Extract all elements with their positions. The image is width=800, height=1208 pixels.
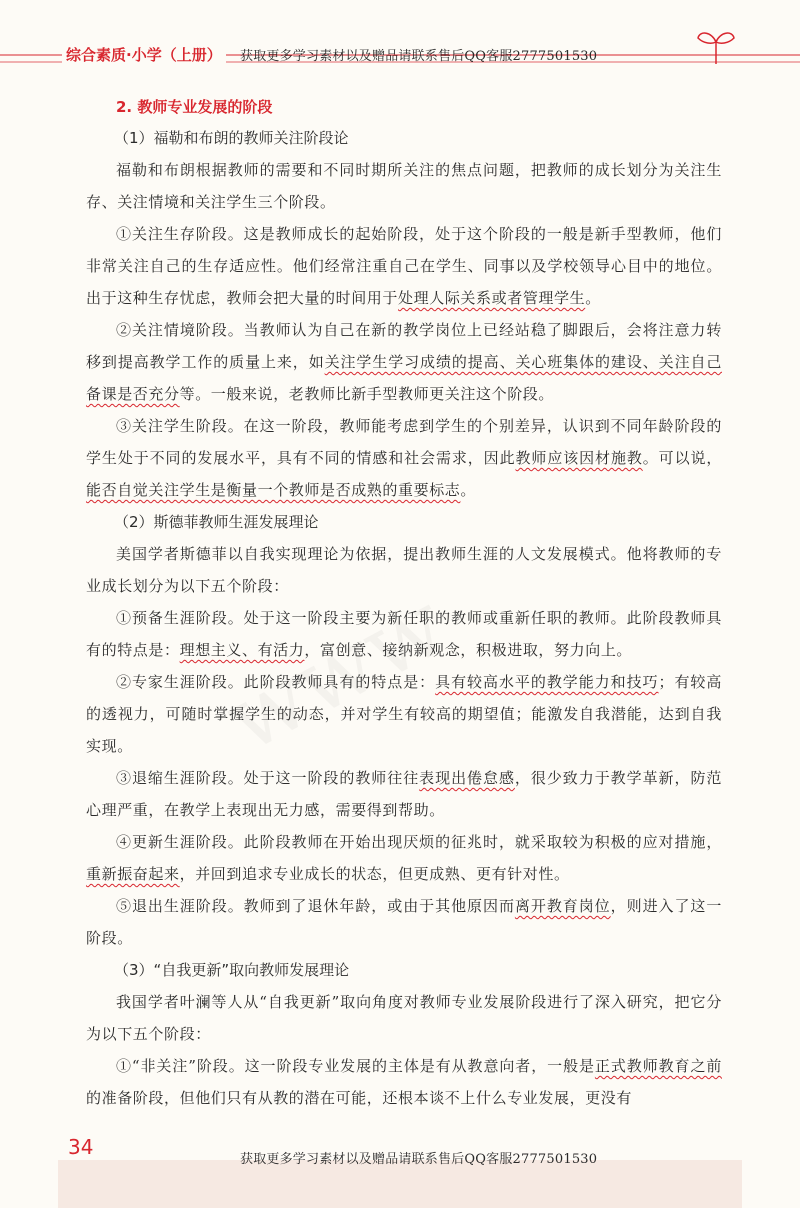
paragraph-fuller-intro: 福勒和布朗根据教师的需要和不同时期所关注的焦点问题，把教师的成长划分为关注生存、关注情境和关注学生三个阶段。	[86, 161, 722, 211]
paragraph-situation-stage: ②关注情境阶段。当教师认为自己在新的教学岗位上已经站稳了脚跟后，会将注意力转移到提高教学工作的质量上来，如关注学生学习成绩的提高、关心班集体的建设、关注自己备课是否充分等。一般来说，老教师比新手型教师更关注这个阶段。	[86, 321, 722, 403]
footer-promo-text: 获取更多学习素材以及赠品请联系售后QQ客服2777501530	[240, 1152, 598, 1167]
paragraph-student-stage: ③关注学生阶段。在这一阶段，教师能考虑到学生的个别差异，认识到不同年龄阶段的学生处于不同的发展水平，具有不同的情感和社会需求，因此教师应该因材施教。可以说，能否自觉关注学生是衡量一个教师是否成熟的重要标志。	[86, 417, 722, 499]
highlight-preparatory: 理想主义、有活力	[179, 641, 305, 659]
page-number: 34	[68, 1135, 94, 1159]
highlight-expert: 具有较高水平的教学能力和技巧	[435, 673, 659, 691]
paragraph-exit-stage: ⑤退出生涯阶段。教师到了退休年龄，或由于其他原因而离开教育岗位，则进入了这一阶段。	[86, 897, 722, 947]
footer-band	[58, 1160, 742, 1208]
paragraph-withdrawal-stage: ③退缩生涯阶段。处于这一阶段的教师往往表现出倦怠感，很少致力于教学革新，防范心理严重，在教学上表现出无力感，需要得到帮助。	[86, 769, 722, 819]
subheading-self-renewal: （3）“自我更新”取向教师发展理论	[114, 961, 350, 979]
subheading-fuller-brown: （1）福勒和布朗的教师关注阶段论	[114, 129, 349, 147]
paragraph-non-concern-stage: ①“非关注”阶段。这一阶段专业发展的主体是有从教意向者，一般是正式教师教育之前的准备阶段，但他们只有从教的潜在可能，还根本谈不上什么专业发展，更没有	[86, 1057, 722, 1107]
paragraph-self-renewal-intro: 我国学者叶澜等人从“自我更新”取向角度对教师专业发展阶段进行了深入研究，把它分为以下五个阶段：	[86, 993, 722, 1043]
paragraph-expert-stage: ②专家生涯阶段。此阶段教师具有的特点是：具有较高水平的教学能力和技巧；有较高的透视力，可随时掌握学生的动态，并对学生有较高的期望值；能激发自我潜能，达到自我实现。	[86, 673, 722, 755]
header-promo-text: 获取更多学习素材以及赠品请联系售后QQ客服2777501530	[240, 49, 598, 64]
paragraph-survival-stage: ①关注生存阶段。这是教师成长的起始阶段，处于这个阶段的一般是新手型教师，他们非常关注自己的生存适应性。他们经常注重自己在学生、同事以及学校领导心目中的地位。出于这种生存忧虑，教师会把大量的时间用于处理人际关系或者管理学生。	[86, 225, 722, 307]
section-title: 2. 教师专业发展的阶段	[116, 98, 273, 116]
paragraph-preparatory-stage: ①预备生涯阶段。处于这一阶段主要为新任职的教师或重新任职的教师。此阶段教师具有的特点是：理想主义、有活力，富创意、接纳新观念，积极进取，努力向上。	[86, 609, 722, 659]
paragraph-steffy-intro: 美国学者斯德菲以自我实现理论为依据，提出教师生涯的人文发展模式。他将教师的专业成长划分为以下五个阶段：	[86, 545, 722, 595]
sprout-icon	[694, 26, 738, 66]
highlight-student-1: 教师应该因材施教	[515, 449, 643, 467]
highlight-non-concern: 正式教师教育之前	[594, 1057, 722, 1075]
highlight-student-2: 能否自觉关注学生是衡量一个教师是否成熟的重要标志	[86, 481, 461, 499]
highlight-renewal: 重新振奋起来	[86, 865, 180, 883]
paragraph-renewal-stage: ④更新生涯阶段。此阶段教师在开始出现厌烦的征兆时，就采取较为积极的应对措施，重新振奋起来，并回到追求专业成长的状态，但更成熟、更有针对性。	[86, 833, 722, 883]
highlight-withdrawal: 表现出倦怠感	[419, 769, 515, 787]
highlight-exit: 离开教育岗位	[514, 897, 611, 915]
book-title: 综合素质·小学（上册）	[62, 44, 226, 65]
subheading-steffy: （2）斯德菲教师生涯发展理论	[114, 513, 319, 531]
page-content	[86, 92, 722, 1114]
highlight-survival: 处理人际关系或者管理学生	[398, 289, 586, 307]
highlight-situation: 关注学生学习成绩的提高、关心班集体的建设、关注自己备课是否充分	[86, 353, 722, 403]
